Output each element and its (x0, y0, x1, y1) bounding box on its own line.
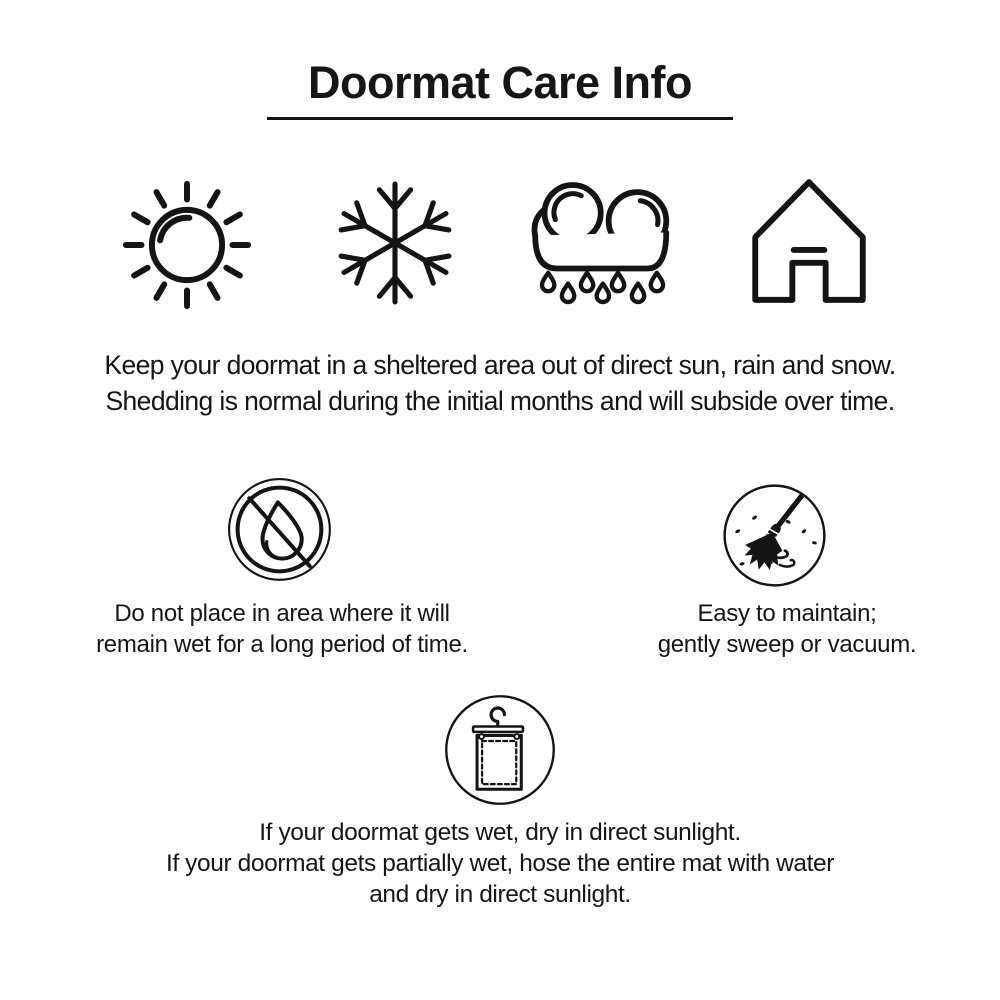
dry-instructions (0, 817, 1000, 910)
broom-icon (722, 483, 827, 588)
no-water-icon (227, 477, 333, 583)
rain-cloud-icon (528, 172, 672, 316)
intro-line-2: Shedding is normal during the initial months and will subside over time. (105, 385, 895, 416)
title-underline (267, 117, 733, 120)
snowflake-icon (331, 179, 459, 307)
sweep-caption-line-2: gently sweep or vacuum. (657, 631, 917, 658)
no-water-caption-line-1: Do not place in area where it will (114, 600, 450, 627)
intro-line-1: Keep your doormat in a sheltered area out of direct sun, rain and snow. (104, 350, 896, 380)
page-title: Doormat Care Info (307, 57, 693, 108)
dry-instructions-line-2: If your doormat gets partially wet, hose the entire mat with water (165, 850, 835, 877)
hanging-mat-icon (444, 694, 556, 806)
dry-instructions-line-1: If your doormat gets wet, dry in direct sunlight. (259, 819, 741, 846)
house-icon (745, 177, 873, 305)
no-water-caption-line-2: remain wet for a long period of time. (96, 631, 468, 658)
no-water-caption (58, 598, 506, 660)
dry-instructions-line-3: and dry in direct sunlight. (369, 881, 631, 908)
sweep-caption-line-1: Easy to maintain; (697, 600, 877, 627)
sweep-caption (597, 598, 977, 660)
sun-icon (122, 180, 252, 310)
intro-paragraph (0, 348, 1000, 419)
